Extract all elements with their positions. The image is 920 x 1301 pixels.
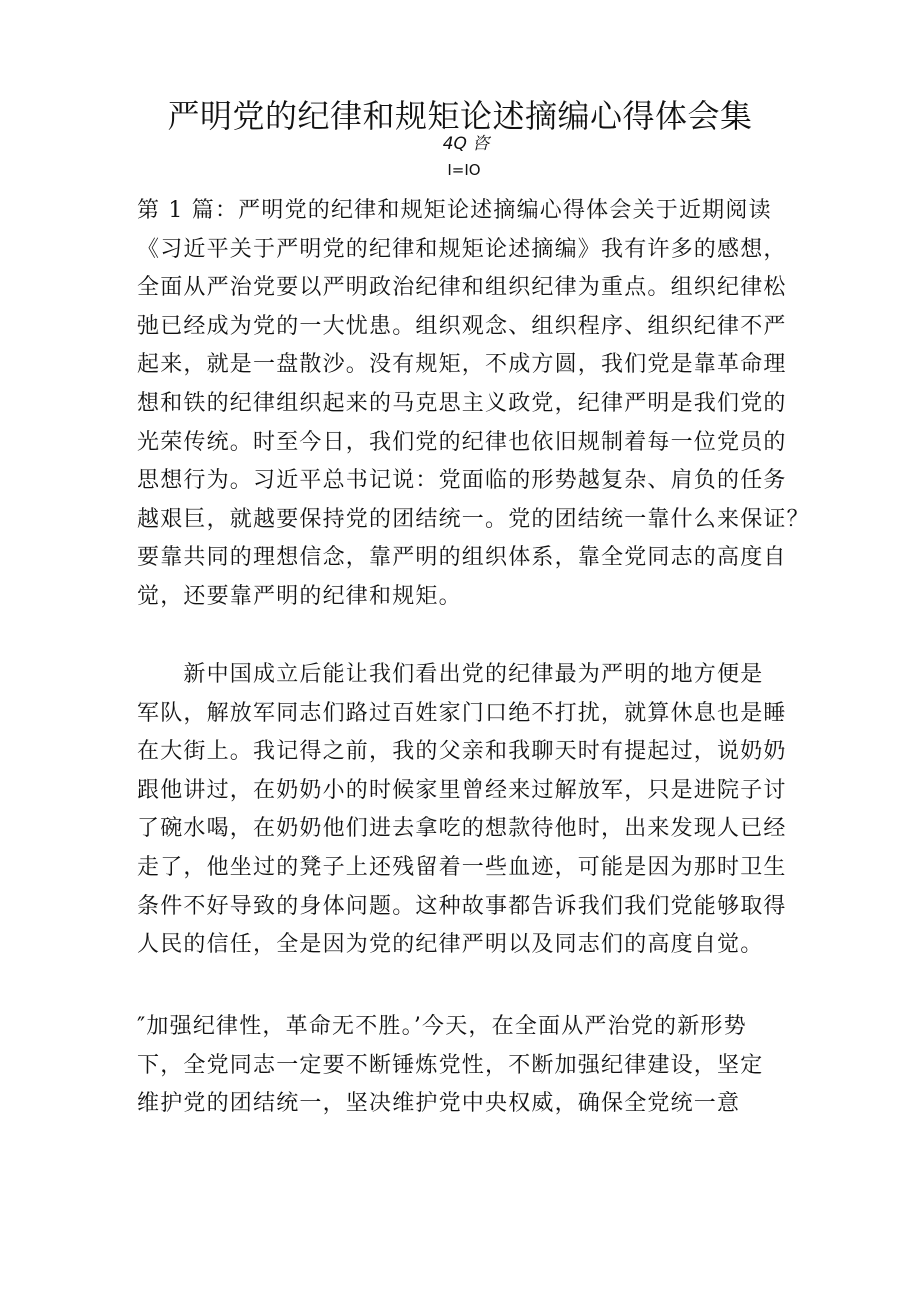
text-line: 弛已经成为党的一大忧患。组织观念、组织程序、组织纪律不严 — [137, 313, 787, 339]
document-title: 严明党的纪律和规矩论述摘编心得体会集 — [167, 97, 753, 135]
text-line: 新中国成立后能让我们看出党的纪律最为严明的地方便是 — [137, 662, 764, 687]
text-line: 走了，他坐过的凳子上还残留着一些血迹，可能是因为那时卫生 — [137, 854, 787, 880]
text-line: 光荣传统。时至今日，我们党的纪律也依旧规制着每一位党员的 — [137, 429, 787, 455]
text-line: 维护党的团结统一，坚决维护党中央权威，确保全党统一意 — [137, 1091, 741, 1117]
text-line: 军队，解放军同志们路过百姓家门口绝不打扰，就算休息也是睡 — [137, 700, 787, 726]
text-line: 第 1 篇：严明党的纪律和规矩论述摘编心得体会关于近期阅读 — [137, 198, 772, 223]
text-line: 想和铁的纪律组织起来的马克思主义政党，纪律严明是我们党的 — [137, 390, 787, 416]
text-line: 起来，就是一盘散沙。没有规矩，不成方圆，我们党是靠革命理 — [137, 352, 787, 378]
text-line: 越艰巨，就越要保持党的团结统一。党的团结统一靠什么来保证？ — [137, 506, 810, 532]
text-line: 觉，还要靠严明的纪律和规矩。 — [137, 583, 462, 609]
text-line: 条件不好导致的身体问题。这种故事都告诉我们我们党能够取得 — [137, 893, 787, 919]
text-line: 在大街上。我记得之前，我的父亲和我聊天时有提起过，说奶奶 — [137, 739, 787, 765]
text-line: 思想行为。习近平总书记说：党面临的形势越复杂、肩负的任务 — [137, 468, 787, 494]
document-subtitle-secondary: I=IO — [447, 161, 481, 179]
text-line: 下，全党同志一定要不断锤炼党性，不断加强纪律建设，坚定 — [137, 1052, 764, 1078]
text-line: 《习近平关于严明党的纪律和规矩论述摘编》我有许多的感想， — [137, 236, 787, 262]
text-line: 全面从严治党要以严明政治纪律和组织纪律为重点。组织纪律松 — [137, 275, 787, 301]
paragraph-2 — [137, 656, 787, 965]
paragraph-3 — [137, 1008, 787, 1124]
text-line: 跟他讲过，在奶奶小的时候家里曾经来过解放军，只是进院子讨 — [137, 777, 787, 803]
text-line: 人民的信任，全是因为党的纪律严明以及同志们的高度自觉。 — [137, 932, 764, 958]
text-line: 了碗水喝，在奶奶他们进去拿吃的想款待他时，出来发现人已经 — [137, 816, 787, 842]
paragraph-1 — [137, 192, 810, 617]
document-subtitle: 4Q 咨 — [442, 134, 490, 154]
text-line: ″加强纪律性，革命无不胜。’今天，在全面从严治党的新形势 — [137, 1014, 747, 1039]
text-line: 要靠共同的理想信念，靠严明的组织体系，靠全党同志的高度自 — [137, 545, 787, 571]
